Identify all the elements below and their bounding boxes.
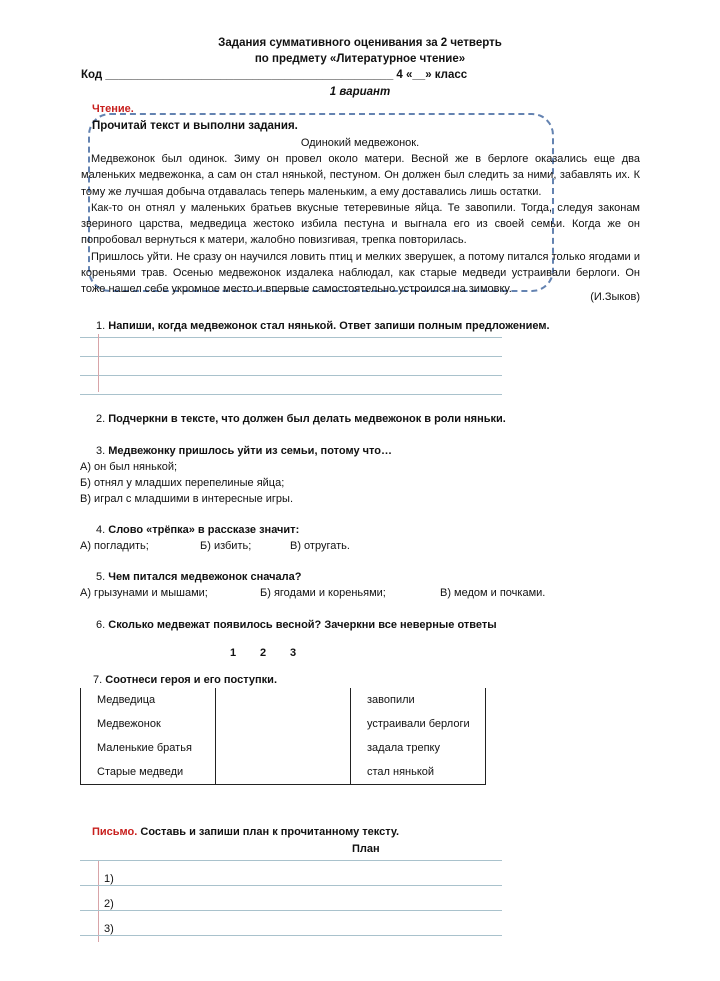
plan-line-2[interactable]	[80, 886, 502, 911]
writing-header	[92, 826, 399, 838]
plan-line-3[interactable]	[80, 911, 502, 936]
variant-label: 1 вариант	[329, 86, 391, 98]
q5-option-b[interactable]: Б) ягодами и кореньями;	[260, 587, 386, 599]
question-4-text: Слово «трёпка» в рассказе значит:	[108, 524, 300, 536]
hero-cell: Медведица	[81, 688, 216, 712]
table-row	[81, 760, 486, 785]
question-7	[93, 674, 277, 686]
plan-lines[interactable]	[80, 838, 502, 942]
plan-line-1[interactable]	[80, 861, 502, 886]
writing-instruction: Составь и запиши план к прочитанному тексту.	[140, 826, 400, 838]
story-title: Одинокий медвежонок.	[300, 137, 420, 149]
table-row	[81, 688, 486, 712]
connector-cell[interactable]	[216, 688, 351, 712]
question-6-number: 6.	[96, 619, 106, 631]
question-5-number: 5.	[96, 571, 106, 583]
plan-title: План	[352, 843, 380, 855]
answer-line[interactable]	[80, 357, 502, 376]
question-1	[96, 320, 550, 332]
story-text	[81, 151, 640, 298]
question-2-text: Подчеркни в тексте, что должен был делать медвежонок в роли няньки.	[108, 413, 506, 425]
q4-option-c[interactable]: В) отругать.	[290, 540, 350, 552]
q3-option-a[interactable]: А) он был нянькой;	[80, 461, 178, 473]
q5-option-a[interactable]: А) грызунами и мышами;	[80, 587, 208, 599]
hero-cell: Старые медведи	[81, 760, 216, 785]
question-7-number: 7.	[93, 674, 103, 686]
question-5	[96, 571, 301, 583]
question-2	[96, 413, 506, 425]
table-row	[81, 736, 486, 760]
doc-title-line1: Задания суммативного оценивания за 2 четверть	[218, 37, 502, 49]
hero-cell: Медвежонок	[81, 712, 216, 736]
question-3-number: 3.	[96, 445, 106, 457]
question-5-text: Чем питался медвежонок сначала?	[108, 571, 302, 583]
question-3	[96, 445, 392, 457]
q6-option-3[interactable]: 3	[290, 647, 297, 659]
reading-instruction: Прочитай текст и выполни задания.	[92, 120, 298, 132]
class-label: 4 «__» класс	[396, 69, 468, 81]
story-paragraph-1: Медвежонок был одинок. Зиму он провел около матери. Весной же в берлоге оказались еще два маленьких медвежонка, а сам он стал нянькой, пестуном. Он должен был следить за ними, забавлять их. К тому же лучшая добыча отдавалась теперь маленьким, а ему доставались лишь остатки.	[81, 153, 640, 198]
answer-line[interactable]	[80, 376, 502, 395]
action-cell: стал нянькой	[351, 760, 486, 785]
question-4	[96, 524, 299, 536]
q3-option-b[interactable]: Б) отнял у младших перепелиные яйца;	[80, 477, 285, 489]
story-paragraph-3: Пришлось уйти. Не сразу он научился ловить птиц и мелких зверушек, а потому питался только ягодами и кореньями трав. Осенью медвежонок издалека наблюдал, как старые медведи устраивали берлоги. Он тоже нашел себе укромное место и впервые самостоятельно устроился на зимовку.	[81, 250, 640, 296]
matching-table	[80, 688, 486, 785]
q6-option-1[interactable]: 1	[230, 647, 237, 659]
reading-section-label: Чтение.	[92, 103, 134, 115]
plan-item-2: 2)	[104, 898, 114, 910]
connector-cell[interactable]	[216, 712, 351, 736]
action-cell: устраивали берлоги	[351, 712, 486, 736]
margin-line	[98, 334, 99, 392]
code-row	[81, 69, 467, 81]
question-6	[96, 619, 497, 631]
connector-cell[interactable]	[216, 760, 351, 785]
plan-item-1: 1)	[104, 873, 114, 885]
q3-option-c[interactable]: В) играл с младшими в интересные игры.	[80, 493, 294, 505]
story-paragraph-2: Как-то он отнял у маленьких братьев вкусные тетеревиные яйца. Те завопили. Тогда, следуя законам звериного царства, медведица жестоко избила пестуна и выгнала его из своей семьи. Когда же он попробовал вернуться к матери, жалобно повизгивая, трепка повторилась.	[81, 201, 640, 247]
table-row	[81, 712, 486, 736]
question-7-text: Соотнеси героя и его поступки.	[105, 674, 277, 686]
connector-cell[interactable]	[216, 736, 351, 760]
writing-section-label: Письмо.	[92, 826, 138, 838]
question-3-text: Медвежонку пришлось уйти из семьи, потому что…	[108, 445, 392, 457]
answer-line[interactable]	[80, 338, 502, 357]
question-6-text: Сколько медвежат появилось весной? Зачеркни все неверные ответы	[108, 619, 497, 631]
question-4-number: 4.	[96, 524, 106, 536]
action-cell: задала трепку	[351, 736, 486, 760]
question-1-number: 1.	[96, 320, 106, 332]
action-cell: завопили	[351, 688, 486, 712]
doc-title-line2: по предмету «Литературное чтение»	[254, 53, 466, 65]
answer-lines-q1[interactable]	[80, 334, 502, 392]
question-2-number: 2.	[96, 413, 106, 425]
q6-option-2[interactable]: 2	[260, 647, 267, 659]
hero-cell: Маленькие братья	[81, 736, 216, 760]
question-1-text: Напиши, когда медвежонок стал нянькой. Ответ запиши полным предложением.	[108, 320, 550, 332]
q4-option-b[interactable]: Б) избить;	[200, 540, 252, 552]
q5-option-c[interactable]: В) медом и почками.	[440, 587, 546, 599]
code-label: Код	[81, 69, 103, 81]
story-author: (И.Зыков)	[590, 291, 640, 303]
answer-line[interactable]	[80, 838, 502, 861]
plan-item-3: 3)	[104, 923, 114, 935]
code-blank[interactable]: _____________________________________________	[105, 69, 394, 81]
q4-option-a[interactable]: А) погладить;	[80, 540, 149, 552]
